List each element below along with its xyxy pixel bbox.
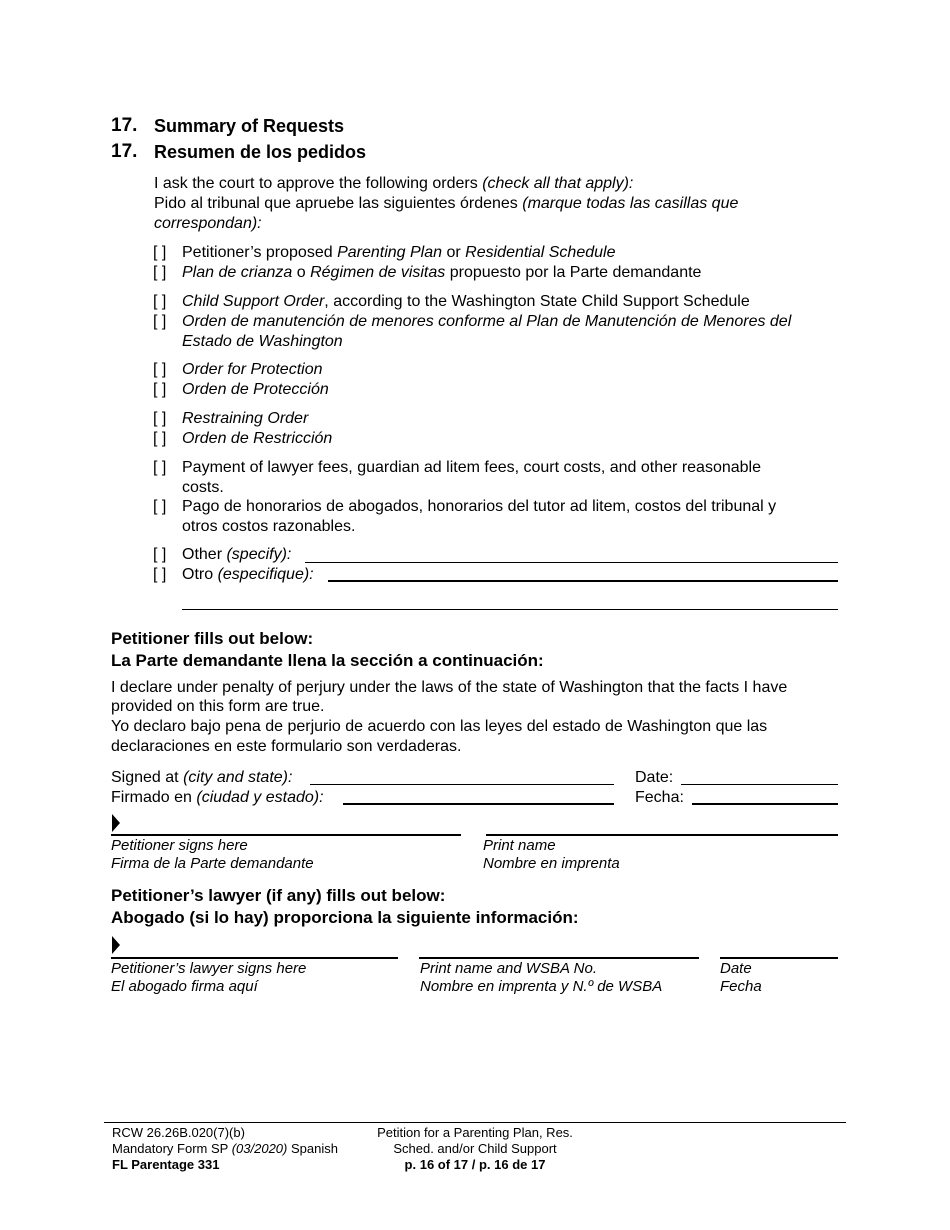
lawyer-print-label-es: Nombre en imprenta y N.º de WSBA [420,978,663,995]
signed-at-field[interactable] [310,784,614,785]
fecha-field[interactable] [692,803,838,805]
footer-divider [104,1122,846,1123]
checkbox[interactable]: [ ] [153,566,167,583]
intro-es: Pido al tribunal que apruebe las siguientes órdenes (marque todas las casillas que [154,195,739,212]
declaration-en-2: provided on this form are true. [111,698,325,715]
lawyer-heading-es: Abogado (si lo hay) proporciona la siguiente información: [111,908,579,927]
declaration-es-2: declaraciones en este formulario son verdaderas. [111,738,462,755]
option-child-support-es-cont: Estado de Washington [182,333,343,350]
footer-form-id: FL Parentage 331 [112,1157,220,1172]
checkbox[interactable]: [ ] [153,498,167,515]
checkbox[interactable]: [ ] [153,410,167,427]
option-fees-es-cont: otros costos razonables. [182,518,356,535]
checkbox[interactable]: [ ] [153,381,167,398]
date-label-en: Date: [635,769,674,786]
firmado-en-label: Firmado en (ciudad y estado): [111,789,324,806]
print-name-label-en: Print name [483,837,556,854]
checkbox[interactable]: [ ] [153,313,167,330]
petitioner-heading-en: Petitioner fills out below: [111,629,314,648]
section-title-en: Summary of Requests [154,116,345,136]
date-field[interactable] [681,784,838,785]
other-extra-line[interactable] [182,609,838,610]
checkbox[interactable]: [ ] [153,264,167,281]
declaration-es-1: Yo declaro bajo pena de perjurio de acuerdo con las leyes del estado de Washington que las [111,718,768,735]
print-name-label-es: Nombre en imprenta [483,855,620,872]
lawyer-date-label-es: Fecha [720,978,762,995]
checkbox[interactable]: [ ] [153,244,167,261]
intro-en: I ask the court to approve the following orders (check all that apply): [154,175,634,192]
declaration-en-1: I declare under penalty of perjury under the laws of the state of Washington that the facts I have [111,679,788,696]
firmado-en-field[interactable] [343,803,614,805]
lawyer-date-field[interactable] [720,957,838,959]
other-especifique-field[interactable] [328,580,838,582]
option-fees-en-cont: costs. [182,479,224,496]
lawyer-date-label-en: Date [720,960,752,977]
lawyer-heading-en: Petitioner’s lawyer (if any) fills out below: [111,886,446,905]
signed-at-label: Signed at (city and state): [111,769,293,786]
section-number-en: 17. [111,115,138,136]
section-title-es: Resumen de los pedidos [154,142,367,162]
lawyer-sign-label-es: El abogado firma aquí [111,978,258,995]
footer-form: Mandatory Form SP (03/2020) Spanish [112,1141,338,1156]
date-label-es: Fecha: [635,789,684,806]
lawyer-signature-field[interactable] [111,957,398,959]
footer-title-1: Petition for a Parenting Plan, Res. [377,1125,573,1140]
section-number-es: 17. [111,141,138,162]
checkbox[interactable]: [ ] [153,546,167,563]
intro-es-cont: correspondan): [154,215,262,232]
footer-rcw: RCW 26.26B.020(7)(b) [112,1125,245,1140]
lawyer-print-name-field[interactable] [419,957,699,959]
petitioner-sign-label-es: Firma de la Parte demandante [111,855,314,872]
petitioner-print-name-field[interactable] [486,834,838,836]
footer-title-2: Sched. and/or Child Support [393,1141,557,1156]
other-specify-field[interactable] [305,562,838,563]
petitioner-sign-label-en: Petitioner signs here [111,837,248,854]
footer-page-number: p. 16 of 17 / p. 16 de 17 [404,1157,546,1172]
signature-arrow-icon [112,814,120,832]
lawyer-sign-label-en: Petitioner’s lawyer signs here [111,960,307,977]
checkbox[interactable]: [ ] [153,459,167,476]
petitioner-signature-field[interactable] [111,834,461,836]
checkbox[interactable]: [ ] [153,430,167,447]
petitioner-heading-es: La Parte demandante llena la sección a continuación: [111,651,544,670]
checkbox[interactable]: [ ] [153,361,167,378]
checkbox[interactable]: [ ] [153,293,167,310]
lawyer-signature-arrow-icon [112,936,120,954]
lawyer-print-label-en: Print name and WSBA No. [420,960,598,977]
